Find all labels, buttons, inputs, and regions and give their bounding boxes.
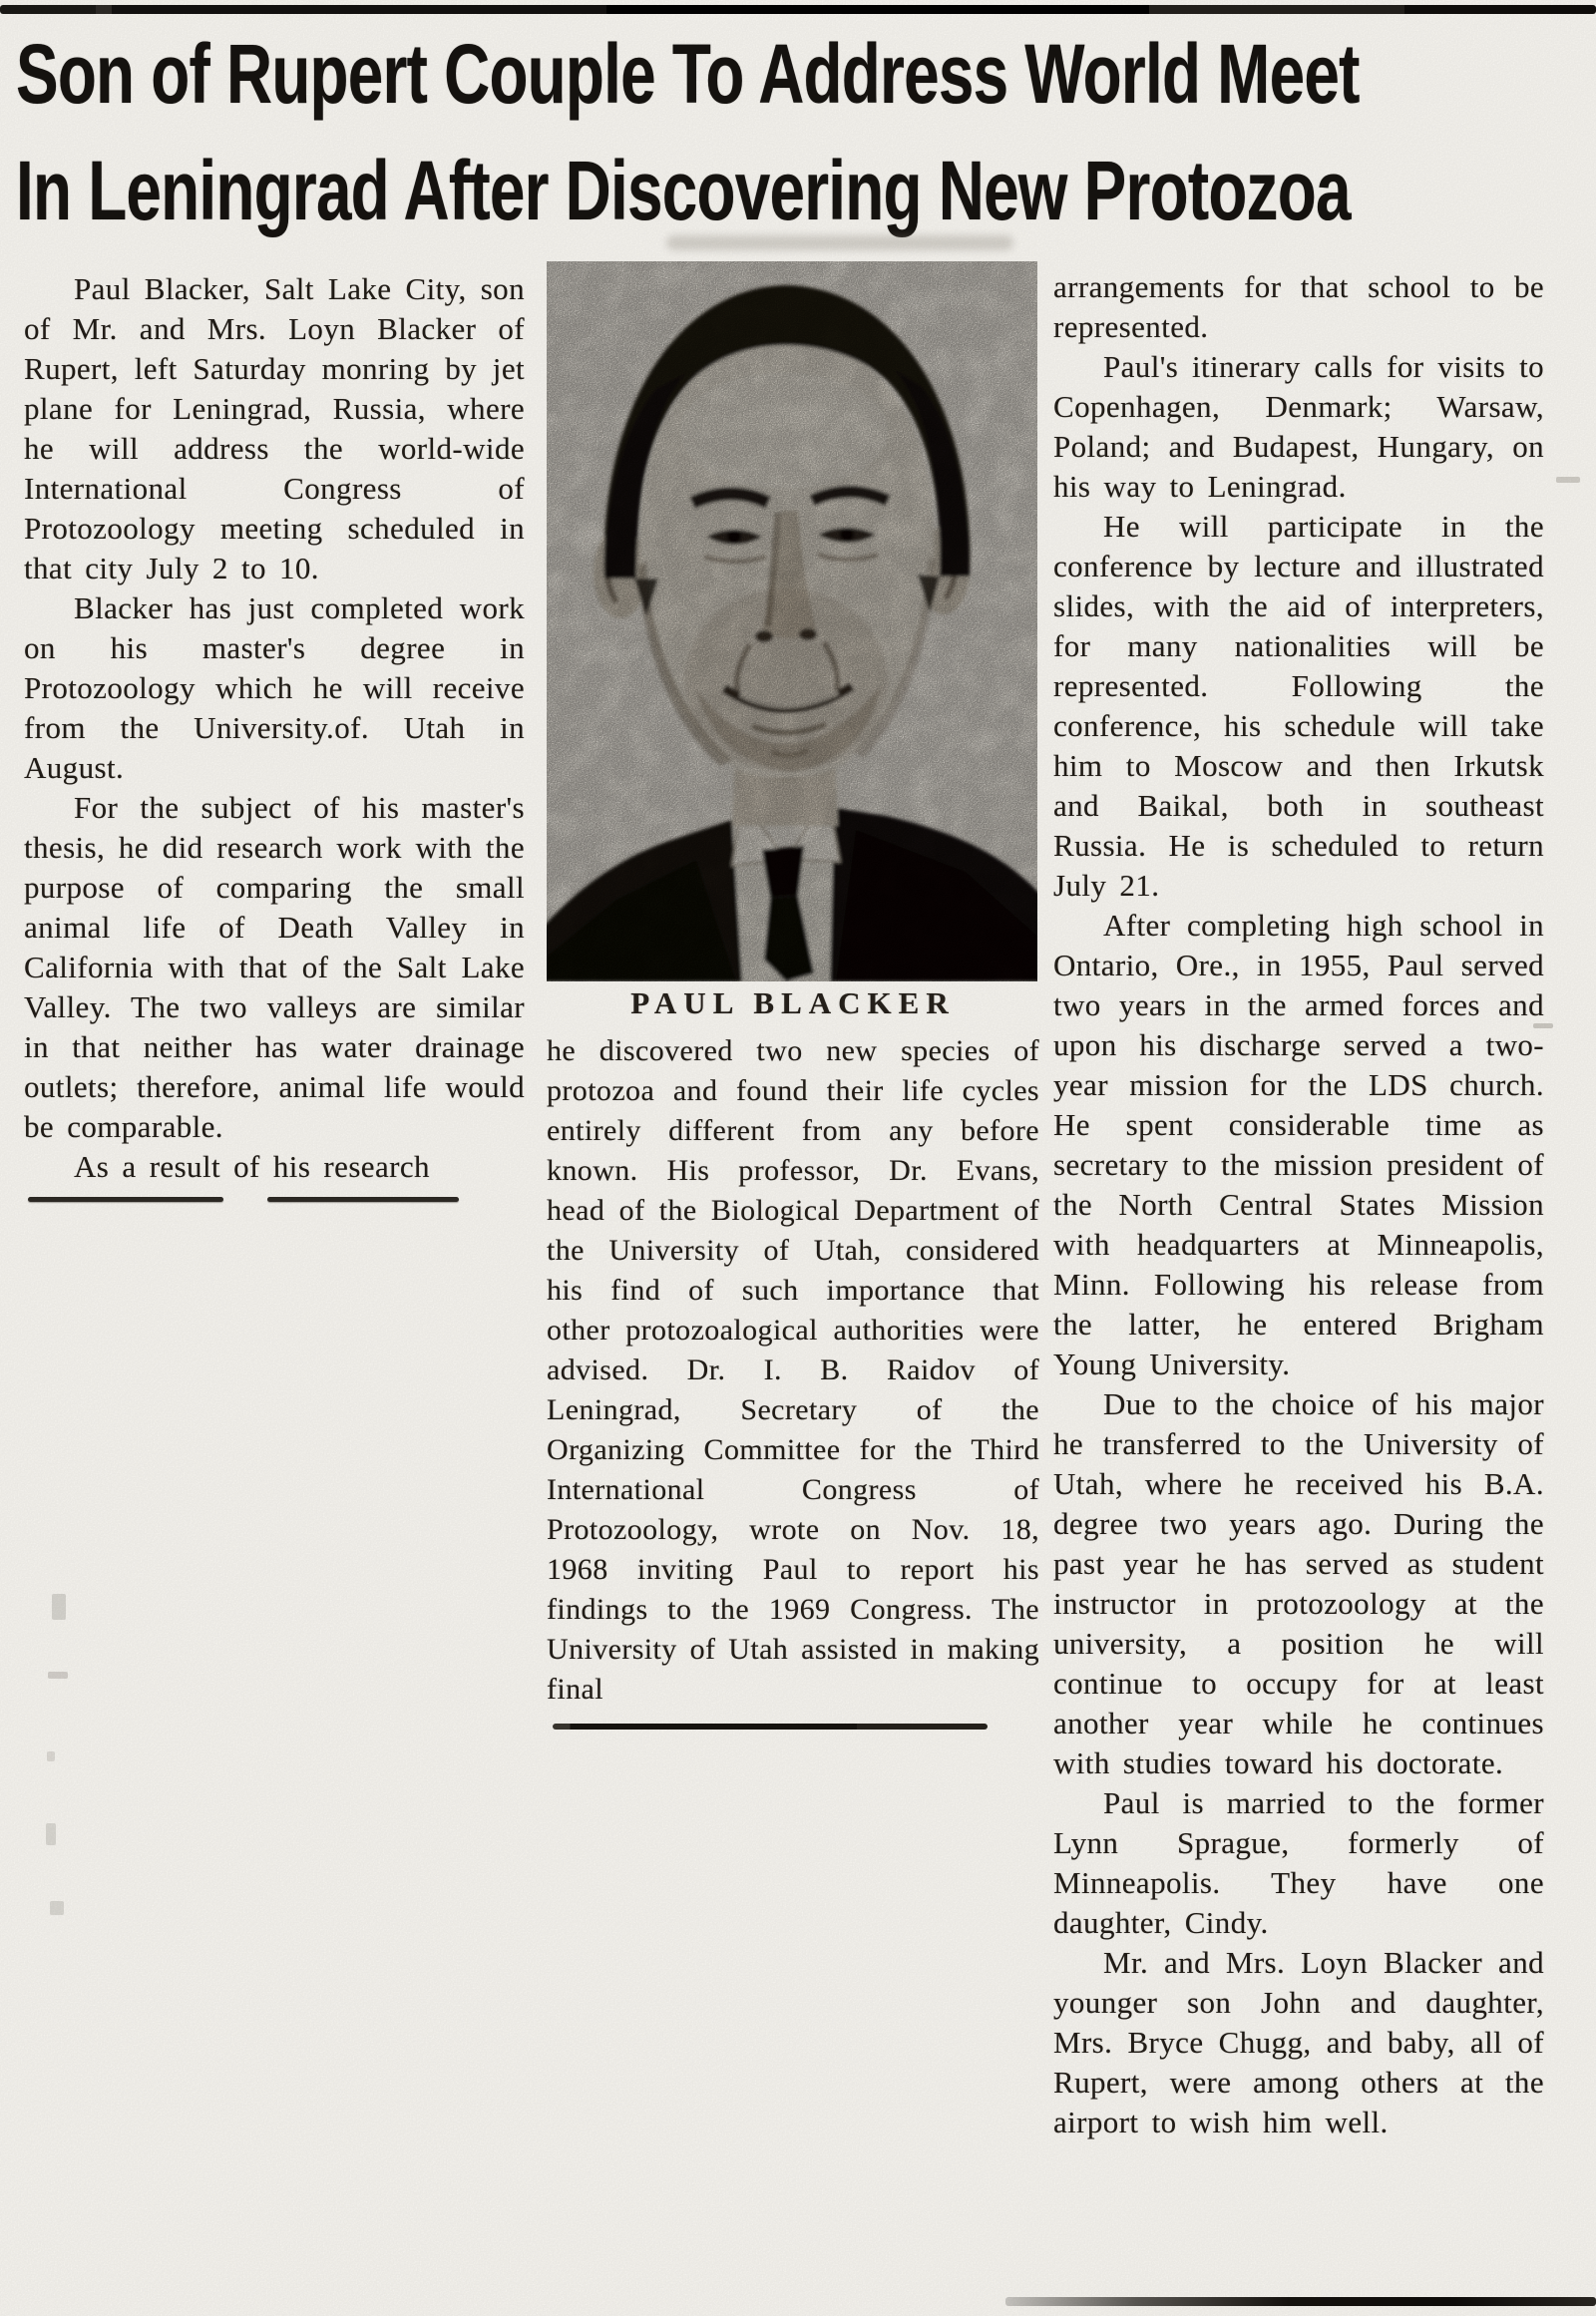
article-paragraph: Blacker has just completed work on his master's degree in Protozoology which he will receive from the University.of. Utah in August. [24, 590, 525, 785]
scan-artifact [1533, 1023, 1553, 1028]
article-paragraph: For the subject of his master's thesis, he did research work with the purpose of comparing the small animal life of Death Valley in California with that of the Salt Lake Valley. The two valleys are similar in that neither has water drainage outlets; therefore, animal life would be comparable. [24, 790, 525, 1144]
article-paragraph: After completing high school in Ontario, Ore., in 1955, Paul served two years in the armed forces and upon his discharge served a two-year mission for the LDS church. He spent considerable time as secretary to the mission president of the North Central States Mission with headquarters at Minneapolis, Minn. Following his release from the latter, he entered Brigham Young University. [1053, 908, 1544, 1381]
divider-dash [267, 1197, 459, 1202]
article-paragraph: Paul Blacker, Salt Lake City, son of Mr. and Mrs. Loyn Blacker of Rupert, left Saturday monring by jet plane for Leningrad, Russia, where he will address the world-wide International Congress of Protozoology meeting scheduled in that city July 2 to 10. [24, 271, 525, 585]
scan-artifact [46, 1823, 56, 1845]
scan-artifact [1556, 477, 1580, 483]
headline-line-2: In Leningrad After Discovering New Protozoa [16, 144, 1351, 237]
headline [16, 16, 1592, 249]
article-paragraph: he discovered two new species of protozoa and found their life cycles entirely different from any before known. His professor, Dr. Evans, head of the Biological Department of the University of Utah, considered his find of such importance that other protozoalogical authorities were advised. Dr. I. B. Raidov of Leningrad, Secretary of the Organizing Committee for the Third International Congress of Protozoology, wrote on Nov. 18, 1968 inviting Paul to report his findings to the 1969 Congress. The University of Utah assisted in making final [547, 1034, 1039, 1706]
bottom-border-rule [1005, 2297, 1596, 2306]
article-column-right [1053, 267, 1544, 2142]
article-paragraph: He will participate in the conference by lecture and illustrated slides, with the aid of interpreters, for many nationalities will be represented. Following the conference, his schedule will take him to Moscow and then Irkutsk and Baikal, both in southeast Russia. He is scheduled to return July 21. [1053, 509, 1544, 903]
article-paragraph: Mr. and Mrs. Loyn Blacker and younger son John and daughter, Mrs. Bryce Chugg, and baby, all of Rupert, were among others at the airport to wish him well. [1053, 1945, 1544, 2139]
column-divider-rule [553, 1724, 988, 1730]
article-paragraph: As a result of his research [74, 1149, 430, 1184]
headline-line-1: Son of Rupert Couple To Address World Meet [16, 27, 1360, 121]
scan-smudge [666, 235, 1013, 250]
scan-artifact [52, 1594, 66, 1620]
scan-artifact [47, 1751, 55, 1761]
photo-figure [547, 261, 1039, 1021]
article-column-left [24, 269, 525, 1203]
article-paragraph: Paul is married to the former Lynn Sprague, formerly of Minneapolis. They have one daughter, Cindy. [1053, 1785, 1544, 1940]
article-paragraph: Due to the choice of his major he transferred to the University of Utah, where he received his B.A. degree two years ago. During the past year he has served as student instructor in protozoology at the university, a position he will continue to occupy for at least another year while he continues with studies toward his doctorate. [1053, 1386, 1544, 1780]
scan-artifact [50, 1901, 64, 1915]
scan-artifact [48, 1672, 68, 1679]
column-divider-rule [24, 1197, 525, 1203]
article-paragraph: Paul's itinerary calls for visits to Copenhagen, Denmark; Warsaw, Poland; and Budapest, Hungary, on his way to Leningrad. [1053, 349, 1544, 504]
top-border-rule [0, 5, 1596, 14]
photo-caption: PAUL BLACKER [630, 985, 956, 1020]
divider-dash [28, 1197, 223, 1202]
portrait-photo [547, 261, 1037, 981]
photo-grain-texture [547, 261, 1037, 981]
article-column-middle [547, 261, 1039, 1730]
article-paragraph: arrangements for that school to be represented. [1053, 269, 1544, 344]
